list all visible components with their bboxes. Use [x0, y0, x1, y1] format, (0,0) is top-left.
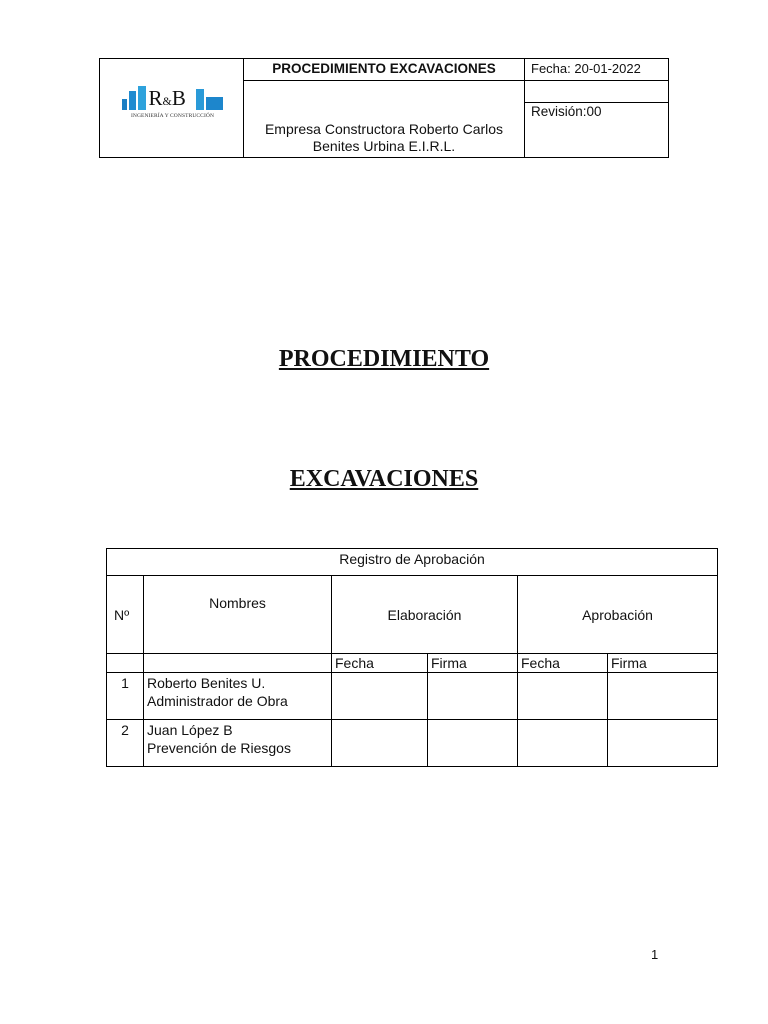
column-header-no: Nº	[107, 576, 144, 654]
elaboration-signature-cell	[428, 673, 518, 720]
approval-table-caption: Registro de Aprobación	[107, 549, 718, 576]
column-header-approval: Aprobación	[518, 576, 718, 654]
document-header	[99, 58, 669, 158]
row-person	[144, 720, 332, 767]
approval-date-cell	[518, 720, 608, 767]
logo-bar	[129, 91, 136, 110]
logo-bar	[122, 99, 127, 110]
subheader-empty	[107, 654, 144, 673]
subheader-empty	[144, 654, 332, 673]
logo-bar	[196, 89, 204, 110]
logo-text: R&B	[148, 85, 186, 110]
subheader-elaboration-date: Fecha	[332, 654, 428, 673]
subheader-approval-signature: Firma	[608, 654, 718, 673]
table-row	[107, 673, 718, 720]
header-company: Empresa Constructora Roberto Carlos Benites Urbina E.I.R.L.	[244, 81, 525, 158]
company-logo	[122, 86, 222, 128]
table-row	[107, 720, 718, 767]
approval-signature-cell	[608, 720, 718, 767]
logo-bar	[138, 86, 146, 110]
person-role: Administrador de Obra	[147, 693, 288, 709]
subheader-approval-date: Fecha	[518, 654, 608, 673]
main-title-excavaciones: EXCAVACIONES	[289, 466, 479, 492]
logo-tagline: INGENIERÍA Y CONSTRUCCIÓN	[130, 112, 215, 119]
header-empty-cell	[525, 81, 669, 103]
person-role: Prevención de Riesgos	[147, 740, 291, 756]
row-number: 2	[107, 720, 144, 767]
header-date: Fecha: 20-01-2022	[525, 59, 669, 81]
approval-table	[106, 548, 718, 767]
logo-bar	[206, 97, 223, 110]
elaboration-date-cell	[332, 720, 428, 767]
header-title: PROCEDIMIENTO EXCAVACIONES	[244, 59, 525, 81]
header-revision: Revisión:00	[525, 103, 669, 158]
elaboration-date-cell	[332, 673, 428, 720]
elaboration-signature-cell	[428, 720, 518, 767]
approval-date-cell	[518, 673, 608, 720]
column-header-elaboration: Elaboración	[332, 576, 518, 654]
approval-signature-cell	[608, 673, 718, 720]
column-header-names: Nombres	[144, 576, 332, 654]
person-name: Roberto Benites U.	[147, 675, 266, 691]
page-number: 1	[651, 947, 659, 962]
main-title-procedimiento: PROCEDIMIENTO	[278, 346, 490, 372]
person-name: Juan López B	[147, 722, 233, 738]
logo-cell	[100, 59, 244, 158]
row-number: 1	[107, 673, 144, 720]
subheader-elaboration-signature: Firma	[428, 654, 518, 673]
row-person	[144, 673, 332, 720]
